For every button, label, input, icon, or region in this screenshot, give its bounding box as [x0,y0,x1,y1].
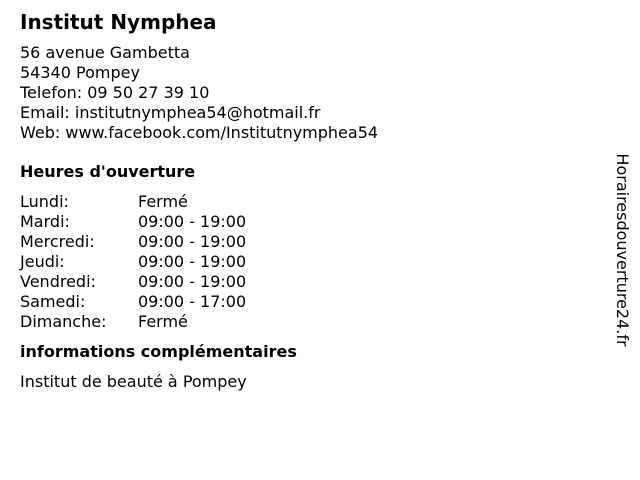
day-label: Mardi: [20,212,70,231]
street-address: 56 avenue Gambetta [20,43,190,62]
day-label: Lundi: [20,192,69,211]
info-description: Institut de beauté à Pompey [20,372,247,391]
site-watermark: Horairesdouverture24.fr [613,153,632,347]
day-hours: 09:00 - 19:00 [138,272,247,291]
hours-heading: Heures d'ouverture [20,162,196,181]
day-hours: 09:00 - 19:00 [138,212,247,231]
day-hours: Fermé [138,312,188,331]
day-hours: 09:00 - 19:00 [138,232,247,251]
website: Web: www.facebook.com/Institutnymphea54 [20,123,379,142]
contact-block [20,43,590,143]
day-label: Dimanche: [20,312,107,331]
hours-row-tuesday [20,212,590,232]
hours-row-wednesday [20,232,590,252]
business-card [20,10,590,392]
day-label: Mercredi: [20,232,95,251]
hours-row-monday [20,192,590,212]
hours-row-friday [20,272,590,292]
hours-row-thursday [20,252,590,272]
day-hours: 09:00 - 19:00 [138,252,247,271]
business-name: Institut Nymphea [20,10,217,34]
day-label: Jeudi: [20,252,65,271]
day-hours: 09:00 - 17:00 [138,292,247,311]
email-address: Email: institutnymphea54@hotmail.fr [20,103,321,122]
info-heading: informations complémentaires [20,342,297,361]
phone-number: Telefon: 09 50 27 39 10 [20,83,210,102]
city-postal: 54340 Pompey [20,63,140,82]
day-label: Vendredi: [20,272,96,291]
day-hours: Fermé [138,192,188,211]
day-label: Samedi: [20,292,86,311]
opening-hours-table [20,192,590,332]
hours-row-sunday [20,312,590,332]
hours-row-saturday [20,292,590,312]
